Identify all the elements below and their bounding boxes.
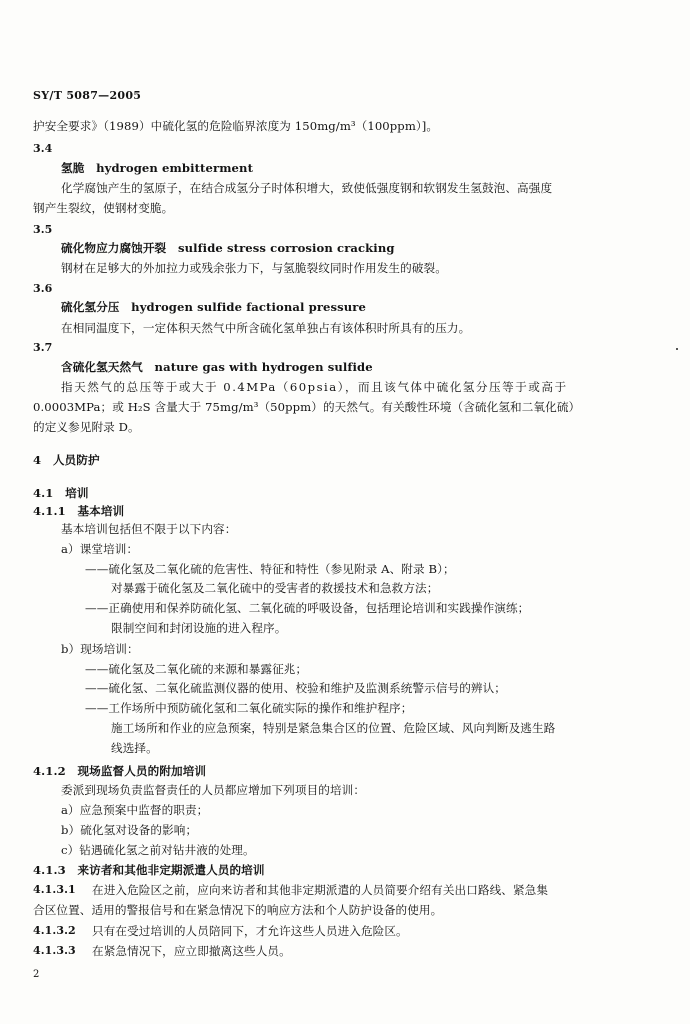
text-line: 化学腐蚀产生的氢原子，在结合成氢分子时体积增大，致使低强度钢和软钢发生氢鼓泡、高强度 (61, 181, 553, 195)
list-item: 施工场所和作业的应急预案，特别是紧急集合区的位置、危险区域、风向判断及逃生路 (111, 721, 556, 735)
section-heading-4-1-2: 4.1.2 现场监督人员的附加培训 (33, 764, 207, 778)
list-item: b）硫化氢对设备的影响； (61, 823, 198, 837)
list-item: 限制空间和封闭设施的进入程序。 (111, 621, 287, 635)
clause-number-3-4: 3.4 (33, 142, 53, 155)
text-line: 钢材在足够大的外加拉力或残余张力下，与氢脆裂纹同时作用发生的破裂。 (61, 261, 447, 275)
text-line: 指天然气的总压等于或大于 0.4MPa（60psia），而且该气体中硫化氢分压等于或高于 (61, 380, 568, 394)
clause-number-3-7: 3.7 (33, 341, 53, 354)
clause-number-4-1-3-3: 4.1.3.3 (33, 944, 76, 957)
section-heading-4-1: 4.1 培训 (33, 486, 89, 500)
list-item: c）钻遇硫化氢之前对钻井液的处理。 (61, 843, 255, 857)
section-heading-4-1-1: 4.1.1 基本培训 (33, 504, 125, 518)
clause-number-3-6: 3.6 (33, 282, 53, 295)
text-line: 在进入危险区之前，应向来访者和其他非定期派遣的人员简要介绍有关出口路线、紧急集 (92, 883, 549, 897)
scan-speck (676, 348, 678, 350)
list-item: b）现场培训： (61, 642, 139, 656)
clause-number-4-1-3-2: 4.1.3.2 (33, 924, 76, 937)
text-line: 在相同温度下，一定体积天然气中所含硫化氢单独占有该体积时所具有的压力。 (61, 321, 471, 335)
list-item: ——工作场所中预防硫化氢和二氧化硫实际的操作和维护程序； (85, 701, 413, 715)
term-title-3-6: 硫化氢分压 hydrogen sulfide factional pressure (61, 300, 366, 314)
text-line: 基本培训包括但不限于以下内容： (61, 522, 237, 536)
list-item: a）课堂培训： (61, 542, 139, 556)
clause-number-3-5: 3.5 (33, 223, 53, 236)
text-line: 合区位置、适用的警报信号和在紧急情况下的响应方法和个人防护设备的使用。 (33, 903, 443, 917)
list-item: 对暴露于硫化氢及二氧化硫中的受害者的救援技术和急救方法； (111, 581, 439, 595)
list-item: a）应急预案中监督的职责； (61, 803, 209, 817)
text-line: 只有在受过培训的人员陪同下，才允许这些人员进入危险区。 (92, 924, 408, 938)
text-line: 委派到现场负责监督责任的人员都应增加下列项目的培训： (61, 783, 366, 797)
text-line: 的定义参见附录 D。 (33, 420, 140, 434)
text-line: 在紧急情况下，应立即撤离这些人员。 (92, 944, 291, 958)
term-title-3-5: 硫化物应力腐蚀开裂 sulfide stress corrosion cracking (61, 241, 395, 255)
list-item: ——硫化氢、二氧化硫监测仪器的使用、校验和维护及监测系统警示信号的辨认； (85, 681, 506, 695)
term-title-3-4: 氢脆 hydrogen embitterment (61, 161, 254, 175)
text-line: 护安全要求》（1989）中硫化氢的危险临界浓度为 150mg/m³（100ppm）]。 (33, 119, 439, 133)
page-number: 2 (33, 969, 40, 980)
list-item: ——正确使用和保养防硫化氢、二氧化硫的呼吸设备，包括理论培训和实践操作演练； (85, 601, 530, 615)
text-line: 钢产生裂纹，使钢材变脆。 (33, 201, 174, 215)
list-item: 线选择。 (111, 741, 158, 755)
section-heading-4: 4 人员防护 (33, 453, 100, 467)
text-line: 0.0003MPa；或 H₂S 含量大于 75mg/m³（50ppm）的天然气。有关酸性环境（含硫化氢和二氧化硫） (33, 400, 581, 414)
term-title-3-7: 含硫化氢天然气 nature gas with hydrogen sulfide (61, 360, 373, 374)
list-item: ——硫化氢及二氧化硫的危害性、特征和特性（参见附录 A、附录 B）； (85, 562, 455, 576)
list-item: ——硫化氢及二氧化硫的来源和暴露征兆； (85, 662, 308, 676)
section-heading-4-1-3: 4.1.3 来访者和其他非定期派遣人员的培训 (33, 863, 265, 877)
clause-number-4-1-3-1: 4.1.3.1 (33, 883, 76, 896)
standard-header: SY/T 5087—2005 (33, 89, 142, 102)
